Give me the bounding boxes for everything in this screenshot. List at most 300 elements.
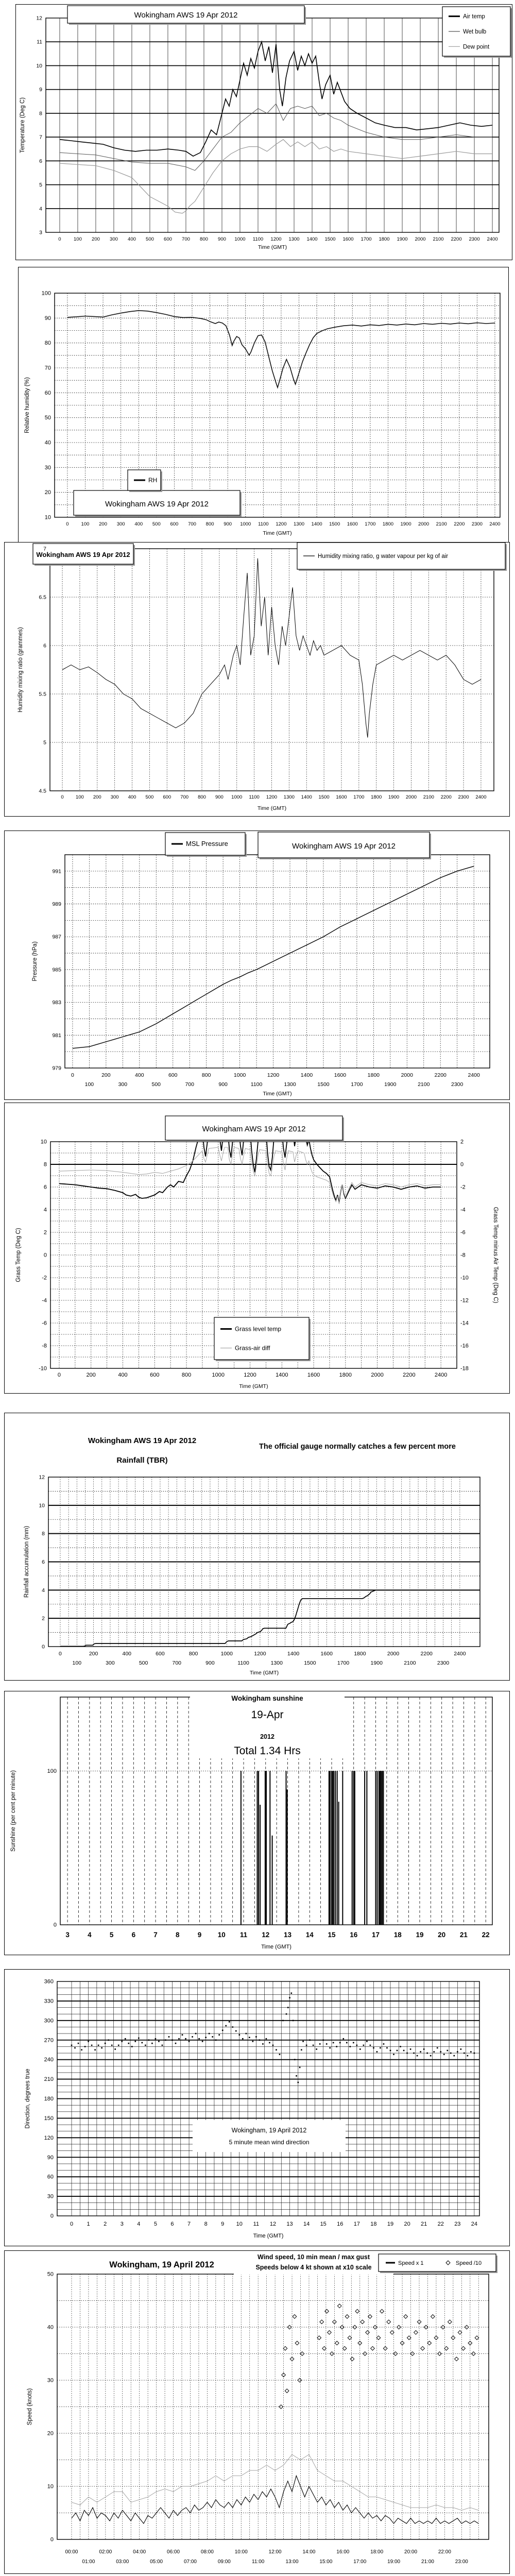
svg-text:11: 11 (239, 1931, 248, 1939)
svg-text:2100: 2100 (433, 236, 444, 242)
svg-text:0: 0 (53, 1922, 57, 1928)
svg-text:200: 200 (89, 1651, 98, 1657)
svg-text:03:00: 03:00 (116, 2559, 129, 2565)
svg-text:2100: 2100 (418, 1081, 430, 1088)
svg-text:Wokingham AWS 19 Apr 2012: Wokingham AWS 19 Apr 2012 (105, 500, 209, 509)
svg-text:1700: 1700 (351, 1081, 363, 1088)
svg-text:2200: 2200 (403, 1372, 416, 1378)
svg-text:-14: -14 (460, 1320, 469, 1327)
svg-text:0: 0 (42, 1643, 45, 1650)
svg-text:600: 600 (168, 1072, 178, 1078)
svg-text:1400: 1400 (300, 1072, 313, 1078)
chart-pressure-canvas (5, 831, 509, 1099)
svg-text:1600: 1600 (320, 1651, 333, 1657)
svg-text:Speed (knots): Speed (knots) (27, 2388, 33, 2426)
chart-temperature-canvas (16, 5, 512, 260)
svg-text:981: 981 (52, 1032, 61, 1039)
svg-text:900: 900 (224, 521, 232, 527)
svg-text:Time (GMT): Time (GMT) (261, 1944, 291, 1950)
svg-text:600: 600 (150, 1372, 160, 1378)
svg-text:4.5: 4.5 (39, 788, 46, 794)
svg-text:Grass Temp minus Air Temp (Deg: Grass Temp minus Air Temp (Deg C) (492, 1207, 499, 1303)
svg-text:11: 11 (37, 39, 42, 45)
svg-text:3: 3 (120, 2221, 124, 2227)
svg-text:2200: 2200 (434, 1072, 447, 1078)
svg-text:Wokingham sunshine: Wokingham sunshine (231, 1694, 303, 1702)
svg-text:80: 80 (44, 340, 51, 347)
svg-text:500: 500 (139, 1660, 148, 1666)
svg-text:900: 900 (218, 1081, 228, 1088)
svg-text:900: 900 (205, 1660, 215, 1666)
svg-text:6: 6 (43, 642, 46, 649)
svg-text:1000: 1000 (233, 1072, 246, 1078)
svg-text:0: 0 (460, 1161, 464, 1168)
svg-text:70: 70 (44, 365, 51, 371)
chart-relative-humidity (18, 267, 509, 543)
svg-text:Grass-air diff: Grass-air diff (235, 1344, 270, 1352)
svg-text:50: 50 (44, 415, 51, 421)
svg-text:Rainfall accumulation (mm): Rainfall accumulation (mm) (24, 1526, 30, 1598)
svg-text:150: 150 (44, 2115, 54, 2122)
svg-text:Time (GMT): Time (GMT) (258, 244, 287, 250)
svg-text:19: 19 (387, 2221, 394, 2227)
svg-text:07:00: 07:00 (183, 2559, 197, 2565)
svg-text:1700: 1700 (365, 521, 376, 527)
svg-text:04:00: 04:00 (133, 2549, 146, 2555)
svg-text:02:00: 02:00 (99, 2549, 112, 2555)
svg-text:18:00: 18:00 (370, 2549, 384, 2555)
svg-text:12:00: 12:00 (268, 2549, 282, 2555)
svg-text:6.5: 6.5 (39, 594, 46, 601)
svg-text:0: 0 (50, 2213, 54, 2219)
svg-text:1300: 1300 (288, 236, 300, 242)
svg-text:1100: 1100 (252, 236, 264, 242)
svg-text:01:00: 01:00 (82, 2559, 95, 2565)
svg-text:09:00: 09:00 (217, 2559, 231, 2565)
svg-text:10: 10 (236, 2221, 243, 2227)
svg-text:10: 10 (36, 62, 42, 69)
svg-text:-18: -18 (460, 1365, 469, 1372)
svg-text:21: 21 (421, 2221, 427, 2227)
svg-text:500: 500 (152, 521, 161, 527)
svg-text:1600: 1600 (307, 1372, 320, 1378)
svg-text:15: 15 (320, 2221, 327, 2227)
svg-text:1000: 1000 (240, 521, 251, 527)
svg-text:5: 5 (153, 2221, 157, 2227)
svg-text:10: 10 (217, 1931, 226, 1939)
svg-text:-10: -10 (460, 1275, 469, 1281)
svg-text:5 minute mean wind direction: 5 minute mean wind direction (229, 2139, 310, 2146)
svg-text:1700: 1700 (337, 1660, 350, 1666)
svg-text:1300: 1300 (270, 1660, 283, 1666)
svg-text:120: 120 (44, 2134, 54, 2141)
svg-text:700: 700 (180, 794, 189, 800)
svg-text:30: 30 (44, 464, 51, 471)
svg-text:0: 0 (70, 2221, 74, 2227)
svg-text:23: 23 (454, 2221, 461, 2227)
svg-text:1000: 1000 (234, 236, 246, 242)
svg-text:1200: 1200 (276, 521, 287, 527)
svg-text:20: 20 (438, 1931, 446, 1939)
svg-text:2000: 2000 (405, 794, 417, 800)
svg-text:700: 700 (185, 1081, 194, 1088)
svg-text:05:00: 05:00 (150, 2559, 163, 2565)
svg-text:300: 300 (110, 236, 118, 242)
svg-text:23:00: 23:00 (455, 2559, 468, 2565)
svg-text:11: 11 (253, 2221, 260, 2227)
svg-text:Temperature (Deg C): Temperature (Deg C) (20, 97, 26, 154)
svg-text:60: 60 (47, 2174, 54, 2180)
svg-text:979: 979 (52, 1065, 61, 1072)
chart-grass-temp (4, 1103, 510, 1394)
svg-text:16: 16 (337, 2221, 344, 2227)
svg-text:2200: 2200 (420, 1651, 433, 1657)
svg-text:12: 12 (36, 15, 42, 22)
svg-text:8: 8 (204, 2221, 208, 2227)
svg-text:1000: 1000 (220, 1651, 233, 1657)
chart-rainfall (4, 1413, 510, 1681)
svg-text:08:00: 08:00 (200, 2549, 214, 2555)
svg-text:400: 400 (128, 794, 136, 800)
svg-text:50: 50 (47, 2271, 54, 2278)
svg-text:17: 17 (371, 1931, 380, 1939)
svg-text:1700: 1700 (353, 794, 365, 800)
svg-text:2200: 2200 (454, 521, 465, 527)
svg-text:10: 10 (44, 514, 51, 521)
svg-text:Wokingham AWS 19 Apr 2012: Wokingham AWS 19 Apr 2012 (88, 1436, 197, 1445)
svg-text:7: 7 (39, 134, 42, 141)
svg-text:10: 10 (39, 1502, 45, 1509)
svg-text:700: 700 (172, 1660, 182, 1666)
svg-text:12: 12 (269, 2221, 277, 2227)
svg-text:-8: -8 (42, 1343, 47, 1349)
chart-mixing-ratio (4, 542, 510, 817)
svg-text:2400: 2400 (489, 521, 501, 527)
svg-text:7: 7 (43, 546, 46, 552)
svg-text:0: 0 (57, 1372, 61, 1378)
svg-text:8: 8 (176, 1931, 180, 1939)
svg-text:16:00: 16:00 (336, 2549, 350, 2555)
svg-text:2300: 2300 (437, 1660, 450, 1666)
svg-text:15: 15 (328, 1931, 336, 1939)
svg-text:900: 900 (215, 794, 224, 800)
svg-text:0: 0 (50, 2536, 54, 2543)
svg-text:Time (GMT): Time (GMT) (263, 530, 292, 536)
svg-text:2000: 2000 (371, 1372, 384, 1378)
svg-text:20: 20 (404, 2221, 410, 2227)
svg-text:6: 6 (43, 1184, 47, 1191)
svg-text:Relative humidity (%): Relative humidity (%) (24, 377, 30, 433)
svg-text:Speed x 1: Speed x 1 (398, 2260, 424, 2266)
svg-text:100: 100 (47, 1768, 57, 1774)
svg-text:Wokingham, 19 April 2012: Wokingham, 19 April 2012 (231, 2127, 307, 2134)
svg-text:2400: 2400 (487, 236, 498, 242)
svg-text:18: 18 (393, 1931, 402, 1939)
svg-text:800: 800 (200, 236, 208, 242)
svg-text:-6: -6 (460, 1229, 466, 1236)
svg-text:8: 8 (39, 110, 42, 117)
svg-text:17:00: 17:00 (353, 2559, 367, 2565)
svg-text:400: 400 (128, 236, 136, 242)
svg-text:2: 2 (42, 1615, 45, 1622)
svg-text:100: 100 (41, 290, 51, 297)
svg-text:983: 983 (52, 999, 61, 1006)
svg-text:8: 8 (43, 1161, 47, 1168)
svg-text:Wokingham AWS 19 Apr 2012: Wokingham AWS 19 Apr 2012 (134, 11, 238, 20)
svg-text:8: 8 (42, 1531, 45, 1537)
svg-text:100: 100 (81, 521, 90, 527)
svg-text:300: 300 (106, 1660, 115, 1666)
svg-text:6: 6 (39, 158, 42, 164)
svg-text:5.5: 5.5 (39, 691, 46, 698)
svg-text:2200: 2200 (440, 794, 452, 800)
svg-text:500: 500 (151, 1081, 161, 1088)
svg-text:5: 5 (39, 182, 42, 189)
svg-text:4: 4 (137, 2221, 141, 2227)
svg-text:600: 600 (163, 794, 171, 800)
svg-text:13:00: 13:00 (285, 2559, 299, 2565)
svg-text:22: 22 (482, 1931, 490, 1939)
svg-text:100: 100 (72, 1660, 82, 1666)
chart-grass-temp-canvas (5, 1103, 509, 1393)
svg-text:180: 180 (44, 2096, 54, 2102)
svg-text:Time (GMT): Time (GMT) (253, 2233, 284, 2239)
svg-text:1500: 1500 (324, 236, 336, 242)
svg-text:Humidity mixing ratio (grammes: Humidity mixing ratio (grammes) (18, 627, 24, 713)
svg-text:100: 100 (74, 236, 82, 242)
svg-text:1500: 1500 (329, 521, 340, 527)
svg-text:40: 40 (47, 2324, 54, 2331)
svg-text:Time (GMT): Time (GMT) (257, 805, 287, 811)
svg-text:-6: -6 (42, 1320, 47, 1327)
svg-text:1400: 1400 (301, 794, 312, 800)
svg-text:1600: 1600 (336, 794, 347, 800)
svg-text:40: 40 (44, 439, 51, 446)
svg-text:1100: 1100 (249, 794, 260, 800)
svg-text:Sunshine (per cent per minute): Sunshine (per cent per minute) (10, 1770, 16, 1852)
svg-text:2100: 2100 (404, 1660, 416, 1666)
svg-text:100: 100 (75, 794, 84, 800)
svg-text:21:00: 21:00 (421, 2559, 434, 2565)
svg-text:1600: 1600 (342, 236, 354, 242)
svg-text:2300: 2300 (458, 794, 469, 800)
svg-text:987: 987 (52, 934, 61, 940)
svg-text:0: 0 (58, 236, 61, 242)
svg-text:RH: RH (148, 477, 158, 484)
svg-text:2: 2 (460, 1139, 464, 1145)
svg-text:17: 17 (353, 2221, 360, 2227)
svg-text:1300: 1300 (283, 794, 295, 800)
svg-text:1600: 1600 (334, 1072, 347, 1078)
svg-text:06:00: 06:00 (167, 2549, 180, 2555)
svg-text:1900: 1900 (388, 794, 400, 800)
svg-text:0: 0 (61, 794, 64, 800)
svg-text:Time (GMT): Time (GMT) (263, 1091, 292, 1097)
svg-text:11:00: 11:00 (252, 2559, 265, 2565)
svg-text:-16: -16 (460, 1343, 469, 1349)
svg-text:14: 14 (303, 2221, 310, 2227)
svg-text:Time (GMT): Time (GMT) (249, 1670, 279, 1676)
svg-text:4: 4 (88, 1931, 92, 1939)
svg-text:400: 400 (134, 521, 143, 527)
svg-text:2300: 2300 (469, 236, 480, 242)
svg-text:10: 10 (40, 1139, 47, 1145)
svg-text:-10: -10 (39, 1365, 47, 1372)
svg-text:The official gauge normally ca: The official gauge normally catches a few percent more (259, 1443, 456, 1451)
chart-wind-speed (4, 2250, 510, 2574)
svg-text:1900: 1900 (384, 1081, 397, 1088)
svg-text:210: 210 (44, 2076, 54, 2083)
svg-text:1300: 1300 (284, 1081, 296, 1088)
svg-text:-8: -8 (460, 1252, 466, 1259)
svg-text:800: 800 (181, 1372, 192, 1378)
svg-text:100: 100 (84, 1081, 94, 1088)
svg-text:200: 200 (92, 236, 100, 242)
chart-sunshine-canvas (5, 1691, 509, 1955)
chart-wind-direction-canvas (5, 1970, 509, 2246)
svg-text:300: 300 (110, 794, 119, 800)
svg-text:20: 20 (47, 2430, 54, 2437)
chart-pressure (4, 831, 510, 1100)
svg-text:Rainfall (TBR): Rainfall (TBR) (116, 1456, 168, 1465)
svg-text:21: 21 (459, 1931, 468, 1939)
svg-text:500: 500 (145, 794, 154, 800)
svg-text:18: 18 (370, 2221, 377, 2227)
svg-text:1200: 1200 (244, 1372, 256, 1378)
svg-text:700: 700 (188, 521, 196, 527)
svg-text:3: 3 (65, 1931, 70, 1939)
svg-text:00:00: 00:00 (65, 2549, 78, 2555)
svg-text:2400: 2400 (468, 1072, 480, 1078)
svg-text:1800: 1800 (367, 1072, 380, 1078)
svg-text:2000: 2000 (387, 1651, 400, 1657)
svg-text:700: 700 (182, 236, 190, 242)
svg-text:985: 985 (52, 967, 61, 973)
svg-text:2200: 2200 (451, 236, 462, 242)
svg-text:19-Apr: 19-Apr (251, 1709, 284, 1721)
svg-text:1400: 1400 (287, 1651, 300, 1657)
svg-text:4: 4 (42, 1587, 45, 1594)
svg-text:-4: -4 (42, 1297, 47, 1304)
svg-text:2012: 2012 (260, 1733, 274, 1740)
svg-text:60: 60 (44, 389, 51, 396)
chart-wind-direction (4, 1969, 510, 2246)
chart-sunshine (4, 1691, 510, 1955)
svg-text:200: 200 (101, 1072, 111, 1078)
svg-text:0: 0 (66, 521, 69, 527)
svg-text:989: 989 (52, 901, 61, 908)
svg-text:330: 330 (44, 1998, 54, 2005)
svg-text:Grass level temp: Grass level temp (235, 1325, 282, 1333)
svg-text:6: 6 (170, 2221, 174, 2227)
svg-text:Grass Temp (Deg C): Grass Temp (Deg C) (15, 1228, 22, 1282)
svg-text:1300: 1300 (293, 521, 305, 527)
svg-text:1000: 1000 (212, 1372, 225, 1378)
svg-text:2300: 2300 (451, 1081, 464, 1088)
svg-text:1800: 1800 (382, 521, 394, 527)
svg-text:Humidity mixing ratio, g water: Humidity mixing ratio, g water vapour per kg of air (318, 553, 449, 560)
svg-text:270: 270 (44, 2037, 54, 2044)
svg-text:2: 2 (43, 1229, 47, 1236)
svg-text:Total 1.34 Hrs: Total 1.34 Hrs (234, 1745, 301, 1757)
svg-text:Time (GMT): Time (GMT) (239, 1383, 268, 1389)
svg-text:2000: 2000 (401, 1072, 413, 1078)
svg-text:0: 0 (71, 1072, 74, 1078)
svg-text:90: 90 (47, 2154, 54, 2161)
svg-text:300: 300 (116, 521, 125, 527)
svg-text:800: 800 (198, 794, 206, 800)
svg-text:1900: 1900 (397, 236, 408, 242)
svg-text:10: 10 (47, 2483, 54, 2490)
svg-text:1800: 1800 (354, 1651, 366, 1657)
svg-text:12: 12 (39, 1474, 45, 1481)
svg-text:0: 0 (43, 1252, 47, 1259)
svg-text:360: 360 (44, 1978, 54, 1985)
svg-text:1100: 1100 (258, 521, 269, 527)
svg-text:13: 13 (283, 1931, 292, 1939)
svg-text:2000: 2000 (418, 521, 430, 527)
svg-text:14:00: 14:00 (302, 2549, 316, 2555)
svg-text:1100: 1100 (250, 1081, 263, 1088)
svg-text:1800: 1800 (379, 236, 390, 242)
svg-text:1200: 1200 (267, 1072, 280, 1078)
svg-text:20:00: 20:00 (404, 2549, 418, 2555)
svg-text:Direction, degrees true: Direction, degrees true (25, 2069, 31, 2129)
svg-text:2400: 2400 (475, 794, 487, 800)
svg-text:19:00: 19:00 (387, 2559, 401, 2565)
svg-text:0: 0 (59, 1651, 62, 1657)
svg-text:2100: 2100 (436, 521, 447, 527)
svg-text:1200: 1200 (254, 1651, 266, 1657)
svg-text:13: 13 (286, 2221, 293, 2227)
svg-text:16: 16 (350, 1931, 358, 1939)
svg-text:1500: 1500 (317, 1081, 330, 1088)
svg-text:2: 2 (104, 2221, 107, 2227)
svg-text:Air temp: Air temp (463, 13, 485, 20)
svg-text:240: 240 (44, 2057, 54, 2063)
svg-text:1600: 1600 (347, 521, 358, 527)
svg-text:991: 991 (52, 868, 61, 875)
svg-text:1100: 1100 (237, 1660, 249, 1666)
svg-text:600: 600 (170, 521, 179, 527)
svg-text:Speeds below 4 kt shown at x10: Speeds below 4 kt shown at x10 scale (255, 2264, 372, 2271)
chart-relative-humidity-canvas (19, 267, 508, 542)
svg-text:30: 30 (47, 2377, 54, 2384)
svg-text:1900: 1900 (370, 1660, 383, 1666)
svg-text:1800: 1800 (339, 1372, 352, 1378)
svg-text:2300: 2300 (471, 521, 483, 527)
svg-text:14: 14 (305, 1931, 314, 1939)
svg-text:Dew point: Dew point (463, 44, 490, 50)
svg-text:6: 6 (131, 1931, 136, 1939)
svg-text:7: 7 (187, 2221, 191, 2227)
svg-text:200: 200 (86, 1372, 96, 1378)
svg-text:Wokingham, 19 April 2012: Wokingham, 19 April 2012 (109, 2260, 214, 2269)
svg-text:30: 30 (47, 2193, 54, 2200)
svg-text:Wokingham AWS 19 Apr 2012: Wokingham AWS 19 Apr 2012 (292, 842, 396, 851)
svg-text:1400: 1400 (311, 521, 322, 527)
svg-text:20: 20 (44, 489, 51, 496)
svg-text:400: 400 (122, 1651, 132, 1657)
svg-text:1200: 1200 (270, 236, 282, 242)
svg-text:1500: 1500 (304, 1660, 316, 1666)
chart-rainfall-canvas (5, 1413, 509, 1680)
svg-text:90: 90 (44, 315, 51, 321)
svg-text:-4: -4 (460, 1207, 466, 1213)
svg-text:300: 300 (44, 2018, 54, 2024)
svg-text:Pressure (hPa): Pressure (hPa) (32, 941, 38, 981)
chart-wind-speed-canvas (5, 2251, 509, 2573)
